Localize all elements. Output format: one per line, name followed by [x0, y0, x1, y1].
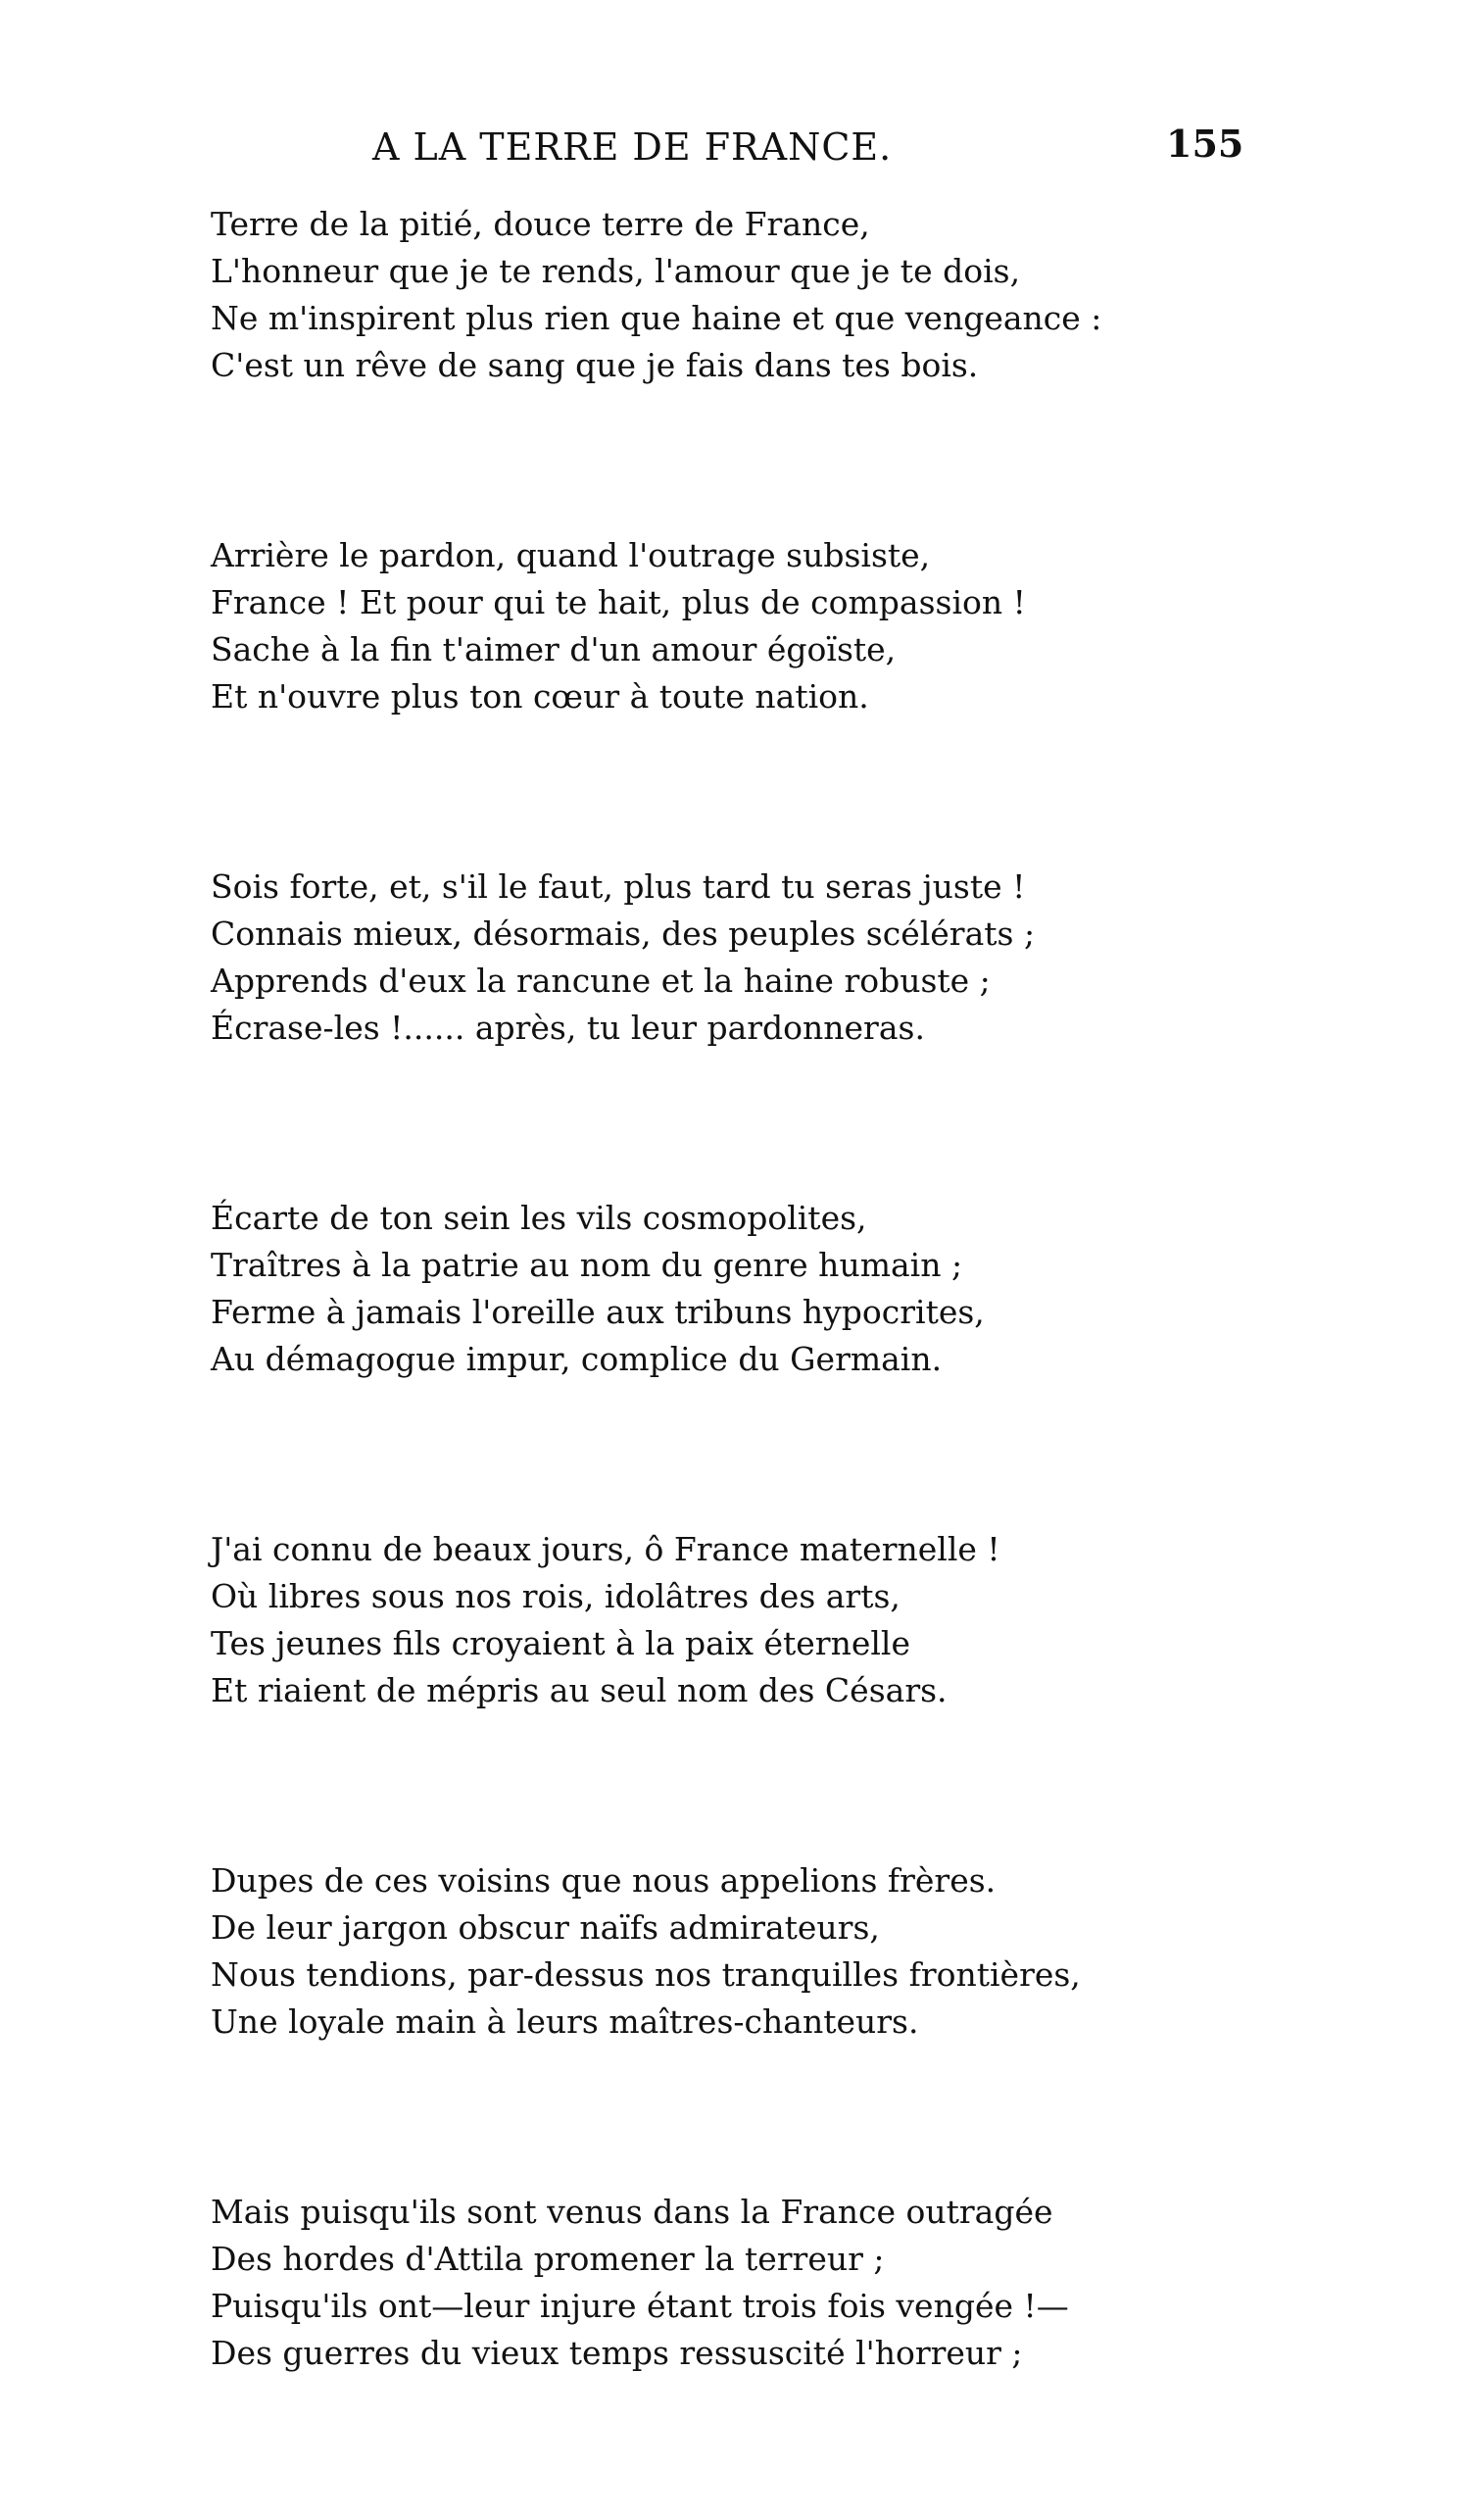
verse-line: Ne m'inspirent plus rien que haine et que vengeance : — [211, 299, 1102, 337]
stanza-7 — [211, 2189, 1249, 2377]
page-number: 155 — [1166, 122, 1244, 166]
stanza-5 — [211, 1526, 1249, 1714]
verse-line: Des hordes d'Attila promener la terreur ; — [211, 2240, 885, 2278]
verse-line: Au démagogue impur, complice du Germain. — [211, 1340, 943, 1378]
verse-line: Apprends d'eux la rancune et la haine robuste ; — [211, 962, 991, 1000]
verse-line: Écrase-les !...... après, tu leur pardonneras. — [211, 1009, 925, 1047]
verse-line: Une loyale main à leurs maîtres-chanteurs. — [211, 2002, 919, 2041]
stanza-2 — [211, 532, 1249, 720]
verse-line: L'honneur que je te rends, l'amour que je te dois, — [211, 252, 1021, 290]
verse-line: Écarte de ton sein les vils cosmopolites, — [211, 1199, 867, 1237]
stanza-6 — [211, 1857, 1249, 2046]
stanza-3 — [211, 864, 1249, 1052]
verse-line: Et n'ouvre plus ton cœur à toute nation. — [211, 677, 869, 716]
verse-line: Mais puisqu'ils sont venus dans la France outragée — [211, 2193, 1053, 2231]
verse-line: J'ai connu de beaux jours, ô France maternelle ! — [211, 1530, 1000, 1568]
running-head — [0, 116, 1460, 174]
verse-line: Arrière le pardon, quand l'outrage subsiste, — [211, 536, 931, 574]
verse-line: Sache à la fin t'aimer d'un amour égoïste, — [211, 630, 897, 668]
verse-line: Traîtres à la patrie au nom du genre humain ; — [211, 1246, 963, 1284]
poem-body — [211, 201, 1249, 2520]
verse-line: Dupes de ces voisins que nous appelions frères. — [211, 1861, 997, 1900]
verse-line: Tes jeunes fils croyaient à la paix éternelle — [211, 1624, 910, 1662]
verse-line: Sois forte, et, s'il le faut, plus tard tu seras juste ! — [211, 867, 1026, 906]
verse-line: Ferme à jamais l'oreille aux tribuns hypocrites, — [211, 1293, 985, 1331]
verse-line: Terre de la pitié, douce terre de France, — [211, 205, 870, 243]
stanza-4 — [211, 1195, 1249, 1383]
verse-line: Nous tendions, par-dessus nos tranquilles frontières, — [211, 1955, 1081, 1994]
verse-line: De leur jargon obscur naïfs admirateurs, — [211, 1908, 880, 1947]
stanza-1 — [211, 201, 1249, 389]
verse-line: France ! Et pour qui te hait, plus de compassion ! — [211, 583, 1026, 621]
verse-line: Et riaient de mépris au seul nom des Césars. — [211, 1671, 948, 1709]
verse-line: C'est un rêve de sang que je fais dans tes bois. — [211, 346, 979, 384]
verse-line: Connais mieux, désormais, des peuples scélérats ; — [211, 914, 1036, 953]
verse-line: Où libres sous nos rois, idolâtres des arts, — [211, 1577, 900, 1615]
verse-line: Des guerres du vieux temps ressuscité l'horreur ; — [211, 2334, 1023, 2372]
running-title: A LA TERRE DE FRANCE. — [372, 125, 893, 169]
verse-line: Puisqu'ils ont—leur injure étant trois fois vengée !— — [211, 2287, 1069, 2325]
